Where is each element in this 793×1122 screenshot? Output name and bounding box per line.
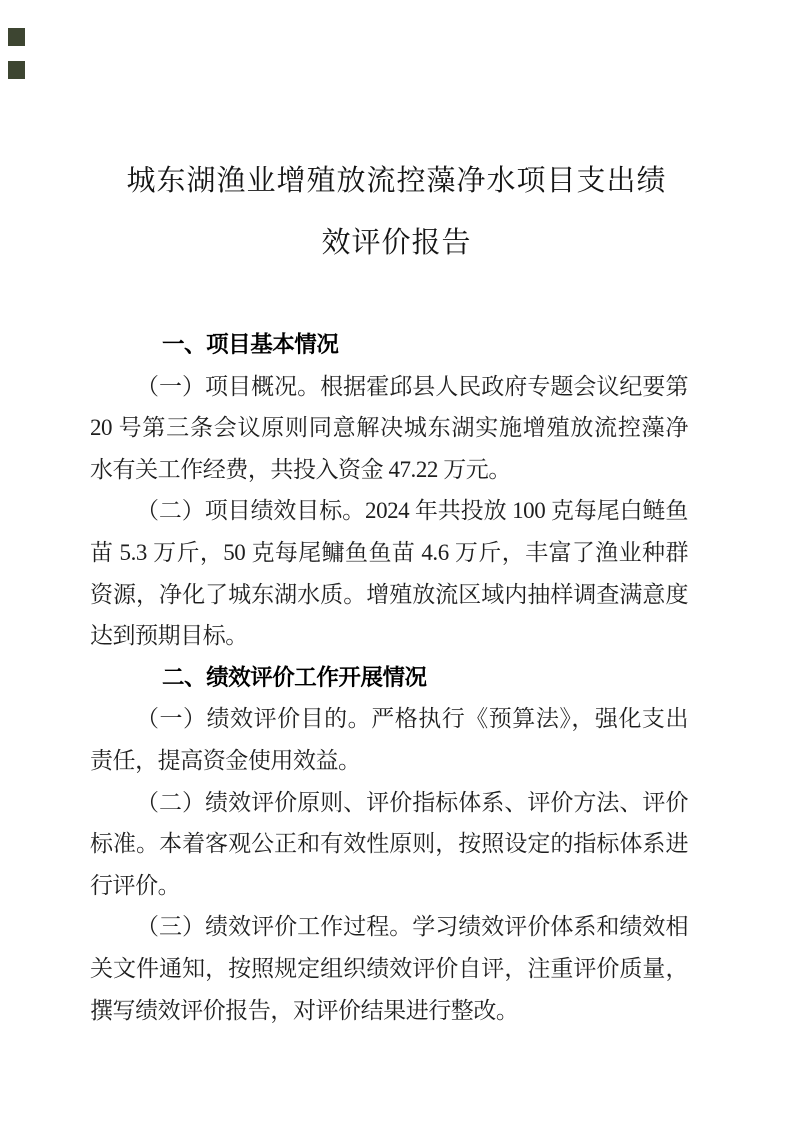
corner-mark-icon <box>8 28 25 46</box>
paragraph-line: （一）绩效评价目的。严格执行《预算法》，强化支出 <box>136 706 688 732</box>
paragraph-line: 达到预期目标。 <box>90 623 248 649</box>
paragraph-evaluation-purpose <box>90 698 688 781</box>
paragraph-line: 行评价。 <box>90 872 181 898</box>
paragraph-evaluation-process <box>90 906 688 1031</box>
paragraph-line: 撰写绩效评价报告，对评价结果进行整改。 <box>90 997 519 1023</box>
section-heading-2: 二、绩效评价工作开展情况 <box>162 664 427 690</box>
document-title-line-1: 城东湖渔业增殖放流控藻净水项目支出绩 <box>126 165 667 197</box>
paragraph-line: 标准。本着客观公正和有效性原则，按照设定的指标体系进 <box>90 831 688 857</box>
corner-mark-icon <box>8 61 25 79</box>
page-corner-marks <box>8 28 25 94</box>
document-title-line-2: 效评价报告 <box>321 227 472 259</box>
document-body <box>90 324 688 1031</box>
paragraph-line: 水有关工作经费，共投入资金 47.22 万元。 <box>90 456 511 482</box>
paragraph-project-overview <box>90 366 688 491</box>
paragraph-line: 20 号第三条会议原则同意解决城东湖实施增殖放流控藻净 <box>90 415 688 441</box>
paragraph-line: 关文件通知，按照规定组织绩效评价自评，注重评价质量， <box>90 955 688 981</box>
paragraph-performance-goals <box>90 490 688 656</box>
paragraph-line: （二）绩效评价原则、评价指标体系、评价方法、评价 <box>136 789 688 815</box>
paragraph-evaluation-principles <box>90 782 688 907</box>
paragraph-line: （二）项目绩效目标。2024 年共投放 100 克每尾白鲢鱼 <box>136 498 688 524</box>
paragraph-line: 责任，提高资金使用效益。 <box>90 747 361 773</box>
paragraph-line: 苗 5.3 万斤，50 克每尾鳙鱼鱼苗 4.6 万斤，丰富了渔业种群 <box>90 539 688 565</box>
document-title <box>0 150 793 274</box>
paragraph-line: （一）项目概况。根据霍邱县人民政府专题会议纪要第 <box>136 373 688 399</box>
paragraph-line: （三）绩效评价工作过程。学习绩效评价体系和绩效相 <box>136 914 688 940</box>
paragraph-line: 资源，净化了城东湖水质。增殖放流区域内抽样调查满意度 <box>90 581 688 607</box>
section-heading-1: 一、项目基本情况 <box>162 332 339 357</box>
